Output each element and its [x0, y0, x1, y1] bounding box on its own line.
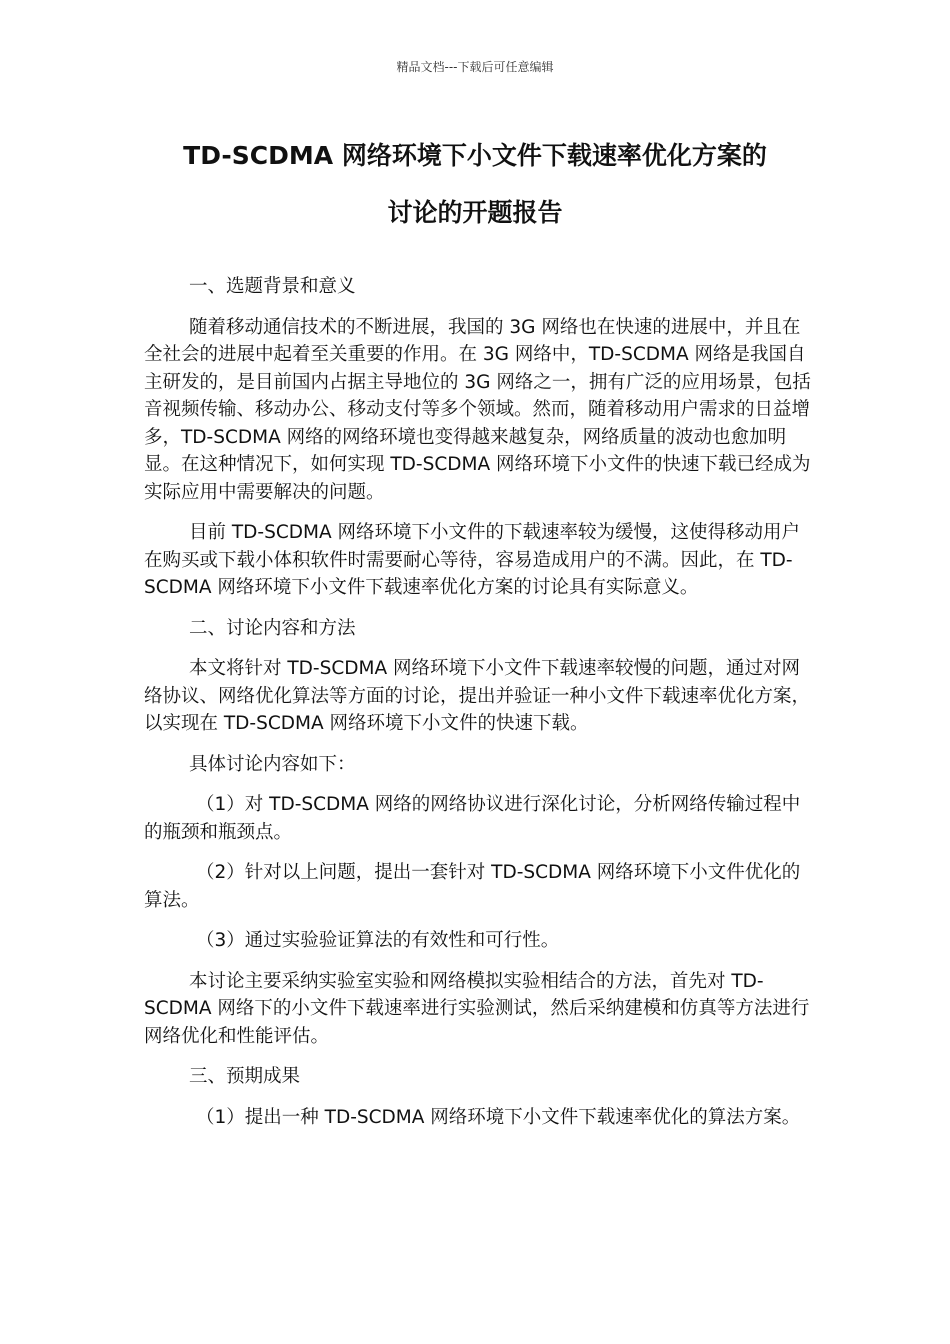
list-item-1: （1）对 TD-SCDMA 网络的网络协议进行深化讨论，分析网络传输过程中的瓶颈和瓶颈点。	[144, 794, 801, 843]
paragraph-overview: 本文将针对 TD-SCDMA 网络环境下小文件下载速率较慢的问题，通过对网络协议、网络优化算法等方面的讨论，提出并验证一种小文件下载速率优化方案，以实现在 TD-SCDMA 网络环境下小文件的快速下载。	[144, 658, 811, 734]
document-body	[144, 273, 812, 1144]
section-heading-background: 一、选题背景和意义	[189, 276, 356, 297]
document-title-line-2: 讨论的开题报告	[387, 198, 563, 227]
paragraph-significance: 目前 TD-SCDMA 网络环境下小文件的下载速率较为缓慢，这使得移动用户在购买或下载小体积软件时需要耐心等待，容易造成用户的不满。因此，在 TD-SCDMA 网络环境下小文件下载速率优化方案的讨论具有实际意义。	[144, 522, 801, 598]
header-note: 精品文档---下载后可任意编辑	[396, 60, 554, 74]
paragraph-background: 随着移动通信技术的不断进展，我国的 3G 网络也在快速的进展中，并且在全社会的进展中起着至关重要的作用。在 3G 网络中，TD-SCDMA 网络是我国自主研发的，是目前国内占据主导地位的 3G 网络之一，拥有广泛的应用场景，包括音视频传输、移动办公、移动支付等多个领域。然而，随着移动用户需求的日益增多，TD-SCDMA 网络的网络环境也变得越来越复杂，网络质量的波动也愈加明显。在这种情况下，如何实现 TD-SCDMA 网络环境下小文件的快速下载已经成为实际应用中需要解决的问题。	[144, 316, 811, 503]
section-heading-expected-results: 三、预期成果	[189, 1066, 301, 1087]
list-item-result-1: （1）提出一种 TD-SCDMA 网络环境下小文件下载速率优化的算法方案。	[196, 1106, 801, 1128]
paragraph-methods: 本讨论主要采纳实验室实验和网络模拟实验相结合的方法，首先对 TD-SCDMA 网络下的小文件下载速率进行实验测试，然后采纳建模和仿真等方法进行网络优化和性能评估。	[144, 970, 810, 1047]
section-heading-content-methods: 二、讨论内容和方法	[189, 617, 356, 639]
document-title-line-1: TD-SCDMA 网络环境下小文件下载速率优化方案的	[183, 141, 767, 170]
list-item-2: （2）针对以上问题，提出一套针对 TD-SCDMA 网络环境下小文件优化的算法。	[144, 862, 801, 911]
list-item-3: （3）通过实验验证算法的有效性和可行性。	[196, 930, 560, 951]
paragraph-content-intro: 具体讨论内容如下：	[189, 753, 356, 775]
